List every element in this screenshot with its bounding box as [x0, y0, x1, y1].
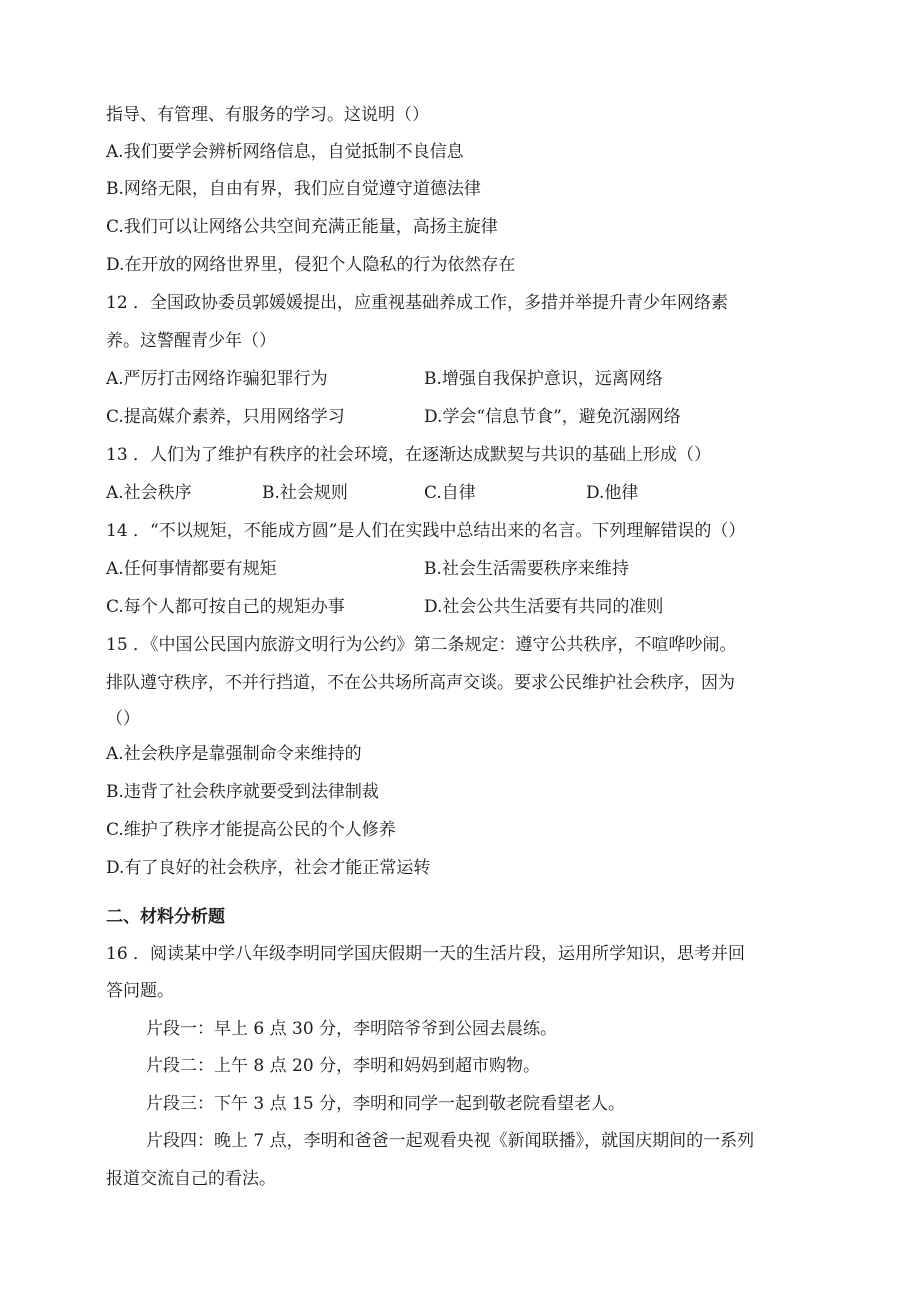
q13-option-d: D.他律 [586, 483, 639, 503]
q13-option-a: A.社会秩序 [106, 483, 192, 503]
q12-option-b: B.增强自我保护意识，远离网络 [424, 369, 663, 389]
q16-fragment-1: 片段一：早上 6 点 30 分，李明陪爷爷到公园去晨练。 [146, 1019, 558, 1039]
section-title: 二、材料分析题 [106, 907, 225, 927]
q14-option-d: D.社会公共生活要有共同的准则 [424, 597, 664, 617]
q11-option-a: A.我们要学会辨析网络信息，自觉抵制不良信息 [106, 142, 464, 162]
q13-stem: 13 ．人们为了维护有秩序的社会环境，在逐渐达成默契与共识的基础上形成（） [106, 445, 712, 465]
q15-option-c: C.维护了秩序才能提高公民的个人修养 [106, 820, 396, 840]
q15-stem-line3: （） [106, 709, 140, 729]
q16-fragment-2: 片段二：上午 8 点 20 分，李明和妈妈到超市购物。 [146, 1056, 541, 1076]
q12-option-d: D.学会“信息节食”，避免沉溺网络 [424, 407, 681, 427]
q16-fragment-4-cont: 报道交流自己的看法。 [106, 1169, 276, 1189]
q11-option-d: D.在开放的网络世界里，侵犯个人隐私的行为依然存在 [106, 255, 516, 275]
q14-option-b: B.社会生活需要秩序来维持 [424, 559, 629, 579]
q12-stem-line2: 养。这警醒青少年（） [106, 331, 276, 351]
q16-stem-line1: 16 ．阅读某中学八年级李明同学国庆假期一天的生活片段，运用所学知识，思考并回 [106, 944, 746, 964]
q13-option-c: C.自律 [424, 483, 476, 503]
q12-stem-line1: 12 ．全国政协委员郭媛媛提出，应重视基础养成工作，多措并举提升青少年网络素 [106, 293, 729, 313]
q12-option-c: C.提高媒介素养，只用网络学习 [106, 407, 345, 427]
q15-option-a: A.社会秩序是靠强制命令来维持的 [106, 744, 362, 764]
q15-option-b: B.违背了社会秩序就要受到法律制裁 [106, 782, 379, 802]
q11-option-b: B.网络无限，自由有界，我们应自觉遵守道德法律 [106, 179, 481, 199]
q11-option-c: C.我们可以让网络公共空间充满正能量，高扬主旋律 [106, 217, 498, 237]
q14-option-a: A.任何事情都要有规矩 [106, 559, 277, 579]
q16-fragment-3: 片段三：下午 3 点 15 分，李明和同学一起到敬老院看望老人。 [146, 1094, 626, 1114]
q15-stem-line1: 15 ．《中国公民国内旅游文明行为公约》第二条规定：遵守公共秩序，不喧哗吵闹。 [106, 635, 737, 655]
q15-stem-line2: 排队遵守秩序，不并行挡道，不在公共场所高声交谈。要求公民维护社会秩序，因为 [106, 673, 735, 693]
q12-option-a: A.严厉打击网络诈骗犯罪行为 [106, 369, 328, 389]
q13-option-b: B.社会规则 [262, 483, 348, 503]
q14-stem: 14 ．“不以规矩，不能成方圆”是人们在实践中总结出来的名言。下列理解错误的（） [106, 521, 746, 541]
q15-option-d: D.有了良好的社会秩序，社会才能正常运转 [106, 858, 431, 878]
q16-stem-line2: 答问题。 [106, 981, 174, 1001]
q14-option-c: C.每个人都可按自己的规矩办事 [106, 597, 345, 617]
q11-stem-tail: 指导、有管理、有服务的学习。这说明（） [106, 105, 429, 125]
q16-fragment-4: 片段四：晚上 7 点，李明和爸爸一起观看央视《新闻联播》，就国庆期间的一系列 [146, 1131, 755, 1151]
